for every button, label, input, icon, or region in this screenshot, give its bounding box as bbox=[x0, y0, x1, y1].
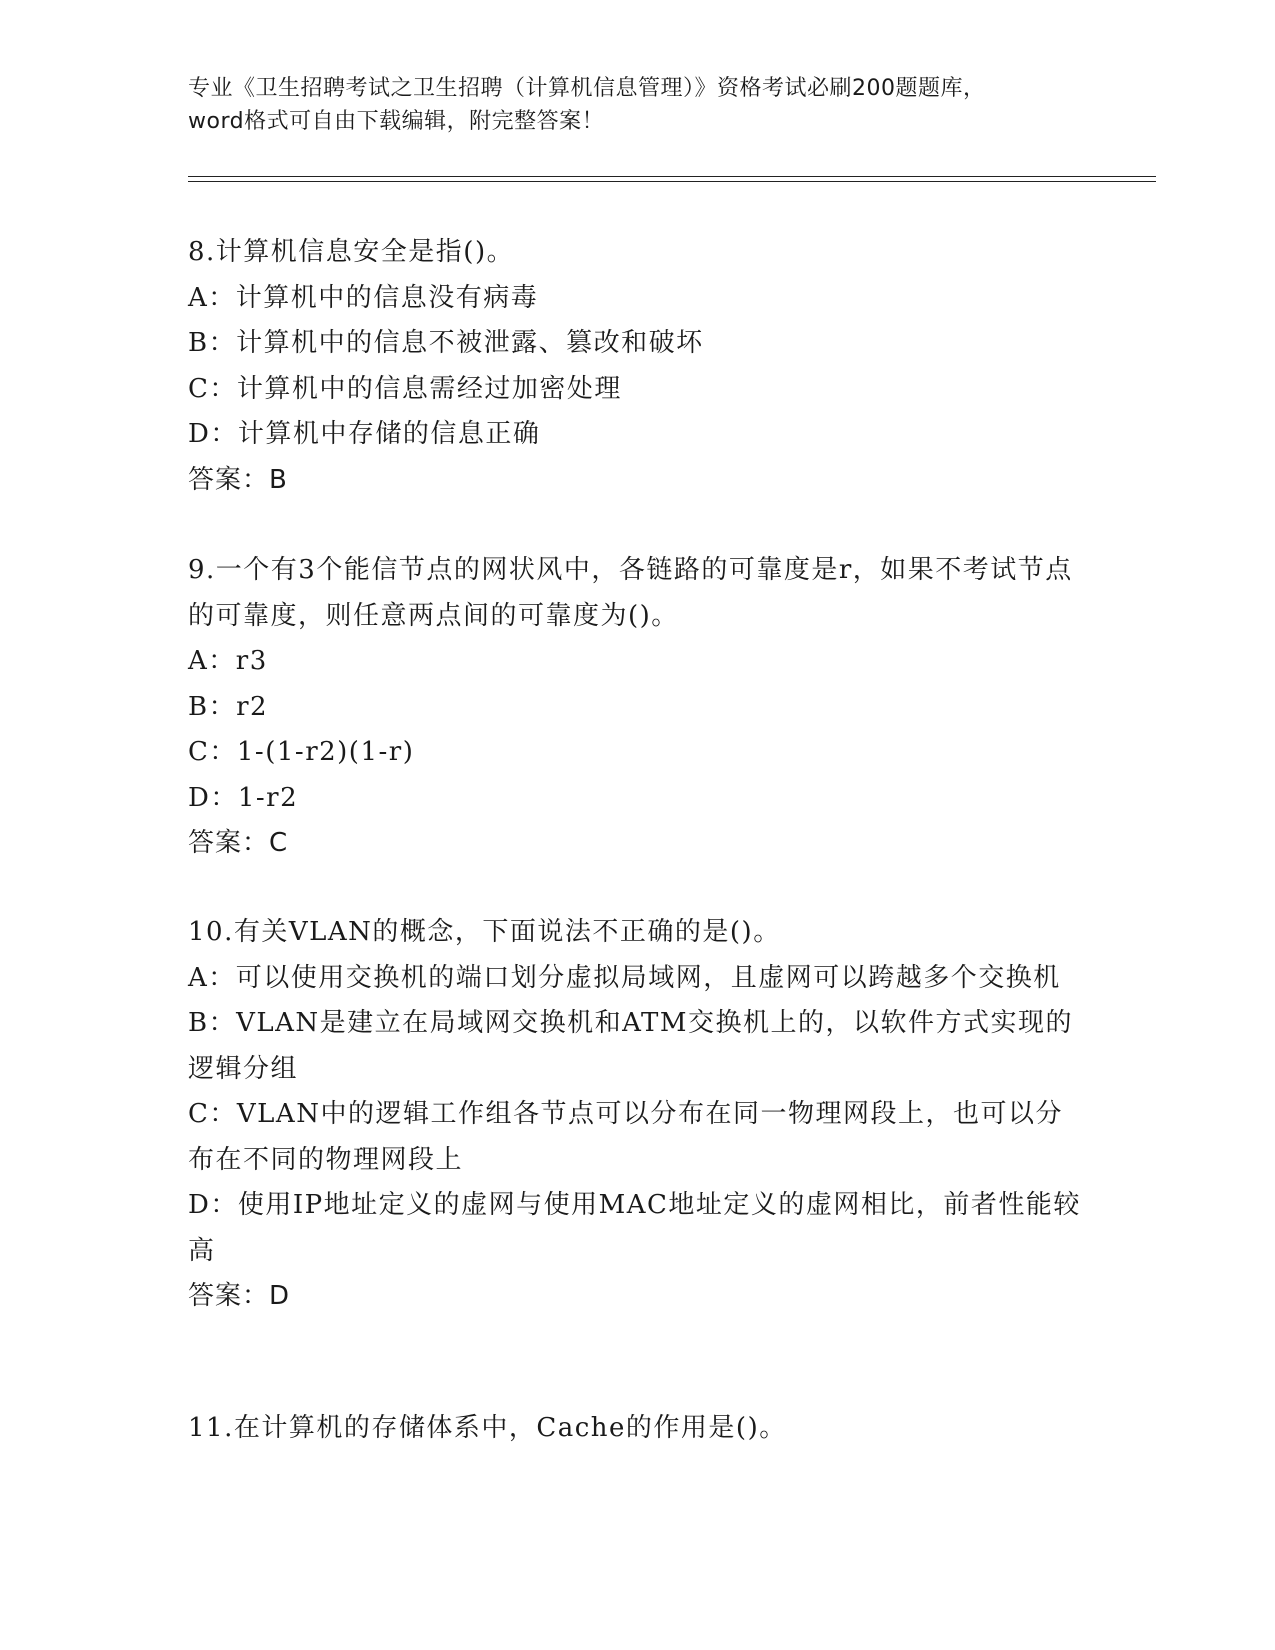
option-a: A：r3 bbox=[188, 646, 268, 676]
option-c: C：计算机中的信息需经过加密处理 bbox=[188, 373, 622, 404]
option-b: B：VLAN是建立在局域网交换机和ATM交换机上的，以软件方式实现的逻辑分组 bbox=[188, 1008, 1073, 1084]
question-stem: 11.在计算机的存储体系中，Cache的作用是()。 bbox=[188, 1413, 787, 1443]
header-line-1: 专业《卫生招聘考试之卫生招聘（计算机信息管理）》资格考试必刷200题题库， bbox=[188, 76, 986, 101]
header-rule-top bbox=[188, 176, 1156, 177]
option-b: B：r2 bbox=[188, 691, 269, 722]
header-line-2: word格式可自由下载编辑，附完整答案！ bbox=[188, 109, 605, 134]
option-d: D：使用IP地址定义的虚网与使用MAC地址定义的虚网相比，前者性能较高 bbox=[188, 1190, 1081, 1266]
question-stem: 9.一个有3个能信节点的网状风中，各链路的可靠度是r，如果不考试节点的可靠度，则任意两点间的可靠度为()。 bbox=[188, 555, 1073, 631]
option-d: D：计算机中存储的信息正确 bbox=[188, 419, 541, 449]
question-8 bbox=[188, 230, 1088, 503]
answer: 答案：C bbox=[188, 828, 289, 858]
option-c: C：VLAN中的逻辑工作组各节点可以分布在同一物理网段上，也可以分布在不同的物理网段上 bbox=[188, 1099, 1063, 1175]
option-c: C：1-(1-r2)(1-r) bbox=[188, 737, 415, 767]
answer: 答案：D bbox=[188, 1281, 291, 1311]
option-b: B：计算机中的信息不被泄露、篡改和破坏 bbox=[188, 328, 704, 358]
document-header bbox=[188, 72, 1088, 138]
option-d: D：1-r2 bbox=[188, 782, 299, 813]
header-rule-bottom bbox=[188, 181, 1156, 182]
answer: 答案：B bbox=[188, 464, 288, 495]
option-a: A：可以使用交换机的端口划分虚拟局域网，且虚网可以跨越多个交换机 bbox=[188, 962, 1061, 993]
question-10 bbox=[188, 910, 1088, 1320]
option-a: A：计算机中的信息没有病毒 bbox=[188, 282, 539, 313]
question-stem: 8.计算机信息安全是指()。 bbox=[188, 237, 515, 267]
question-stem: 10.有关VLAN的概念，下面说法不正确的是()。 bbox=[188, 917, 781, 947]
question-9 bbox=[188, 548, 1088, 867]
question-11 bbox=[188, 1406, 1088, 1452]
